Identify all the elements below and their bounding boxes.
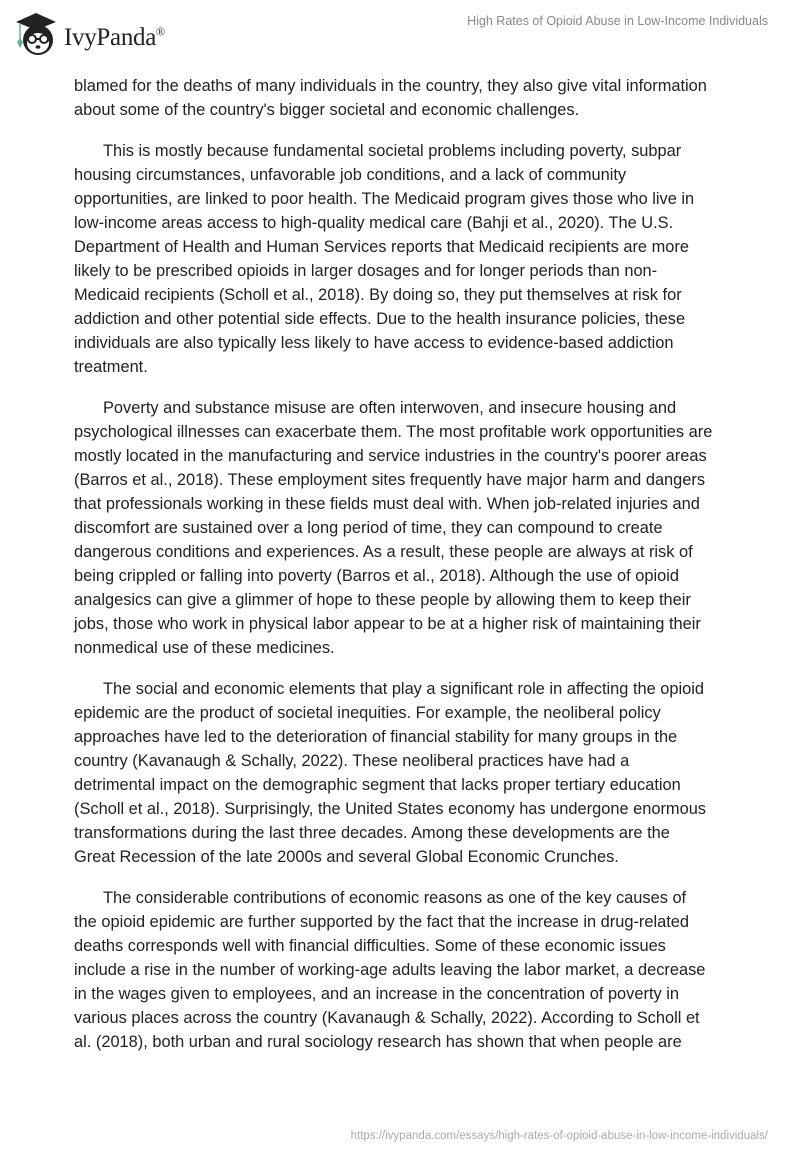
text-line: in the wages given to employees, and an increase in the concentration of poverty in (74, 985, 680, 1003)
text-line: housing circumstances, unfavorable job conditions, and a lack of community (74, 166, 627, 184)
text-line: deaths corresponds well with financial difficulties. Some of these economic issues (74, 937, 666, 955)
text-line: mostly located in the manufacturing and service industries in the country's poorer areas (74, 447, 707, 465)
essay-body (74, 74, 734, 1071)
text-line: that professionals working in these fields must deal with. When job-related injuries and (74, 495, 700, 513)
text-line: low-income areas access to high-quality medical care (Bahji et al., 2020). The U.S. (74, 214, 674, 232)
text-line: epidemic are the product of societal inequities. For example, the neoliberal policy (74, 704, 661, 722)
text-line: blamed for the deaths of many individuals in the country, they also give vital information (74, 77, 707, 95)
logo-text: IvyPanda (64, 24, 157, 51)
text-line: dangerous conditions and experiences. As a result, these people are always at risk of (74, 543, 693, 561)
text-line: psychological illnesses can exacerbate them. The most profitable work opportunities are (74, 423, 713, 441)
paragraph (74, 139, 734, 379)
text-line: jobs, those who work in physical labor appear to be at a higher risk of maintaining their (74, 615, 701, 633)
text-line: the opioid epidemic are further supported by the fact that the increase in drug-related (74, 913, 690, 931)
text-line: Poverty and substance misuse are often interwoven, and insecure housing and (103, 399, 677, 417)
text-line: al. (2018), both urban and rural sociology research has shown that when people are (74, 1033, 682, 1051)
text-line: approaches have led to the deterioration of financial stability for many groups in the (74, 728, 678, 746)
text-line: discomfort are sustained over a long period of time, they can compound to create (74, 519, 663, 537)
paragraph (74, 396, 734, 660)
text-line: about some of the country's bigger societal and economic challenges. (74, 101, 580, 119)
text-line: being crippled or falling into poverty (Barros et al., 2018). Although the use of opioid (74, 567, 680, 585)
text-line: include a rise in the number of working-age adults leaving the labor market, a decrease (74, 961, 706, 979)
text-line: detrimental impact on the demographic segment that lacks proper tertiary education (74, 776, 681, 794)
text-line: (Scholl et al., 2018). Surprisingly, the United States economy has undergone enormous (74, 800, 706, 818)
text-line: The social and economic elements that play a significant role in affecting the opioid (103, 680, 705, 698)
text-line: likely to be prescribed opioids in larger dosages and for longer periods than non- (74, 262, 658, 280)
text-line: individuals are also typically less likely to have access to evidence-based addiction (74, 334, 674, 352)
text-line: various places across the country (Kavanaugh & Schally, 2022). According to Scholl et (74, 1009, 700, 1027)
text-line: analgesics can give a glimmer of hope to these people by allowing them to keep their (74, 591, 691, 609)
text-line: The considerable contributions of economic reasons as one of the key causes of (103, 889, 687, 907)
paragraph (74, 677, 734, 869)
text-line: Great Recession of the late 2000s and several Global Economic Crunches. (74, 848, 619, 866)
paragraph (74, 74, 734, 122)
ivypanda-logo[interactable] (12, 8, 165, 58)
text-line: (Barros et al., 2018). These employment sites frequently have major harm and dangers (74, 471, 706, 489)
panda-graduate-icon (12, 8, 60, 58)
text-line: treatment. (74, 358, 148, 376)
document-title: High Rates of Opioid Abuse in Low-Income Individuals (467, 14, 768, 28)
text-line: nonmedical use of these medicines. (74, 639, 335, 657)
text-line: Department of Health and Human Services reports that Medicaid recipients are more (74, 238, 689, 256)
text-line: This is mostly because fundamental societal problems including poverty, subpar (103, 142, 682, 160)
text-line: transformations during the last three decades. Among these developments are the (74, 824, 670, 842)
paragraph (74, 886, 734, 1054)
footer-url-link[interactable]: https://ivypanda.com/essays/high-rates-of-opioid-abuse-in-low-income-individuals/ (350, 1130, 768, 1142)
text-line: opportunities, are linked to poor health. The Medicaid program gives those who live in (74, 190, 695, 208)
text-line: addiction and other potential side effects. Due to the health insurance policies, these (74, 310, 686, 328)
registered-mark: ® (156, 24, 165, 39)
text-line: country (Kavanaugh & Schally, 2022). These neoliberal practices have had a (74, 752, 630, 770)
text-line: Medicaid recipients (Scholl et al., 2018). By doing so, they put themselves at risk for (74, 286, 682, 304)
